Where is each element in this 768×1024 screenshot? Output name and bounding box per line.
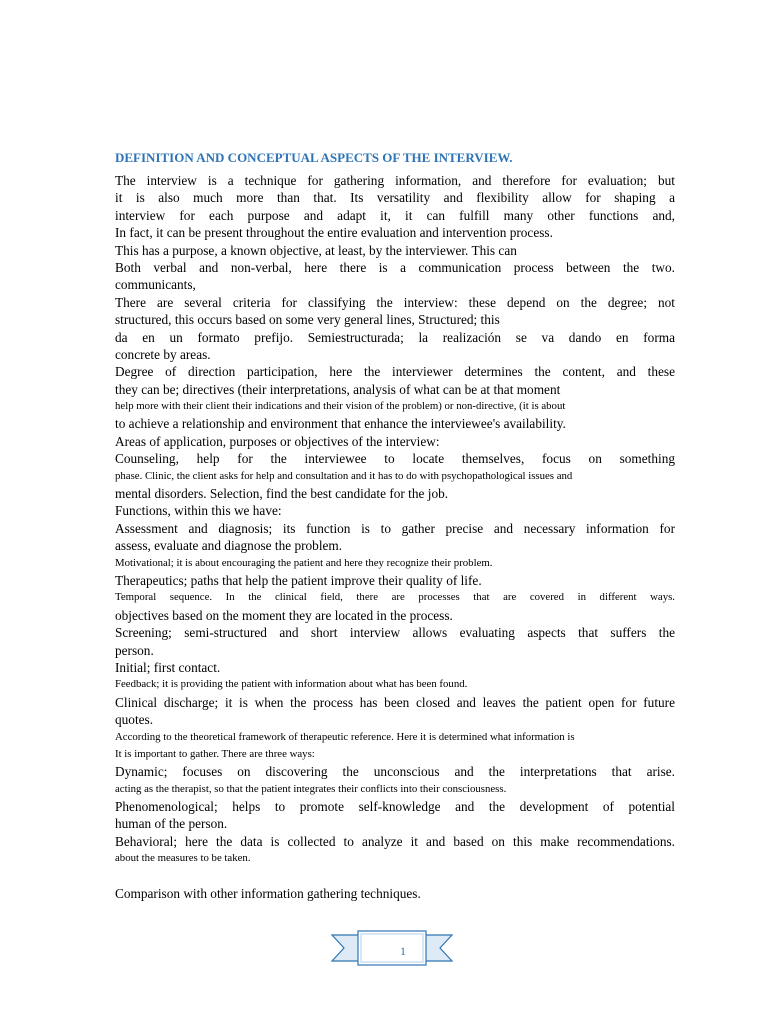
body-line: da en un formato prefijo. Semiestructurada; la realización se va dando en forma — [115, 329, 675, 345]
body-line: Dynamic; focuses on discovering the unconscious and the interpretations that arise. — [115, 764, 675, 780]
body-line: interview for each purpose and adapt it, it can fulfill many other functions and, — [115, 207, 675, 223]
body-line: they can be; directives (their interpretations, analysis of what can be at that moment — [115, 381, 561, 397]
body-line: concrete by areas. — [115, 346, 211, 362]
body-line: According to the theoretical framework of therapeutic reference. Here it is determined what information is — [115, 730, 575, 743]
body-line: Motivational; it is about encouraging the patient and here they recognize their problem. — [115, 556, 493, 569]
body-line: There are several criteria for classifying the interview: these depend on the degree; not — [115, 294, 675, 310]
body-line: Clinical discharge; it is when the process has been closed and leaves the patient open for future — [115, 694, 675, 710]
body-line: Screening; semi-structured and short interview allows evaluating aspects that suffers the — [115, 625, 675, 641]
page-number: 1 — [400, 944, 406, 958]
body-line: The interview is a technique for gathering information, and therefore for evaluation; but — [115, 173, 675, 188]
body-line: It is important to gather. There are three ways: — [115, 747, 315, 760]
body-line: help more with their client their indications and their vision of the problem) or non-directive, (it is about — [115, 400, 566, 413]
body-line: Areas of application, purposes or objectives of the interview: — [115, 433, 440, 449]
body-line: person. — [115, 642, 154, 658]
body-line: This has a purpose, a known objective, at least, by the interviewer. This can — [115, 242, 517, 258]
body-line: Functions, within this we have: — [115, 503, 282, 519]
body-line: assess, evaluate and diagnose the problem. — [115, 538, 343, 554]
body-line: mental disorders. Selection, find the best candidate for the job. — [115, 486, 449, 502]
body-line: acting as the therapist, so that the patient integrates their conflicts into their consciousness. — [115, 782, 507, 795]
body-line: Counseling, help for the interviewee to locate themselves, focus on something — [115, 451, 675, 467]
body-line: it is also much more than that. Its versatility and flexibility allow for shaping a — [115, 190, 675, 206]
body-line: about the measures to be taken. — [115, 852, 251, 865]
page-number-ribbon — [330, 928, 454, 968]
body-line: quotes. — [115, 712, 154, 728]
closing-line: Comparison with other information gathering techniques. — [115, 885, 421, 901]
body-line: Initial; first contact. — [115, 659, 221, 675]
body-line: Assessment and diagnosis; its function is to gather precise and necessary information for — [115, 520, 675, 536]
paragraph-spacer — [115, 868, 675, 885]
body-line: structured, this occurs based on some very general lines, Structured; this — [115, 312, 500, 328]
body-line: to achieve a relationship and environment that enhance the interviewee's availability. — [115, 416, 566, 432]
document-body — [115, 172, 675, 902]
body-line: Degree of direction participation, here the interviewer determines the content, and these — [115, 364, 675, 380]
body-line: Phenomenological; helps to promote self-knowledge and the development of potential — [115, 799, 675, 815]
body-line: In fact, it can be present throughout the entire evaluation and intervention process. — [115, 225, 553, 241]
body-line: Feedback; it is providing the patient with information about what has been found. — [115, 678, 468, 691]
body-line: Both verbal and non-verbal, here there is a communication process between the two. — [115, 259, 675, 275]
body-line: objectives based on the moment they are located in the process. — [115, 607, 453, 623]
body-line: human of the person. — [115, 816, 228, 832]
body-line: phase. Clinic, the client asks for help and consultation and it has to do with psychopathological issues and — [115, 469, 573, 482]
body-line: Therapeutics; paths that help the patient improve their quality of life. — [115, 572, 482, 588]
body-line: Behavioral; here the data is collected to analyze it and based on this make recommendations. — [115, 833, 675, 849]
body-line: Temporal sequence. In the clinical field, there are processes that are covered in different ways. — [115, 591, 675, 604]
body-line: communicants, — [115, 277, 196, 293]
section-heading: DEFINITION AND CONCEPTUAL ASPECTS OF THE INTERVIEW. — [115, 150, 513, 165]
